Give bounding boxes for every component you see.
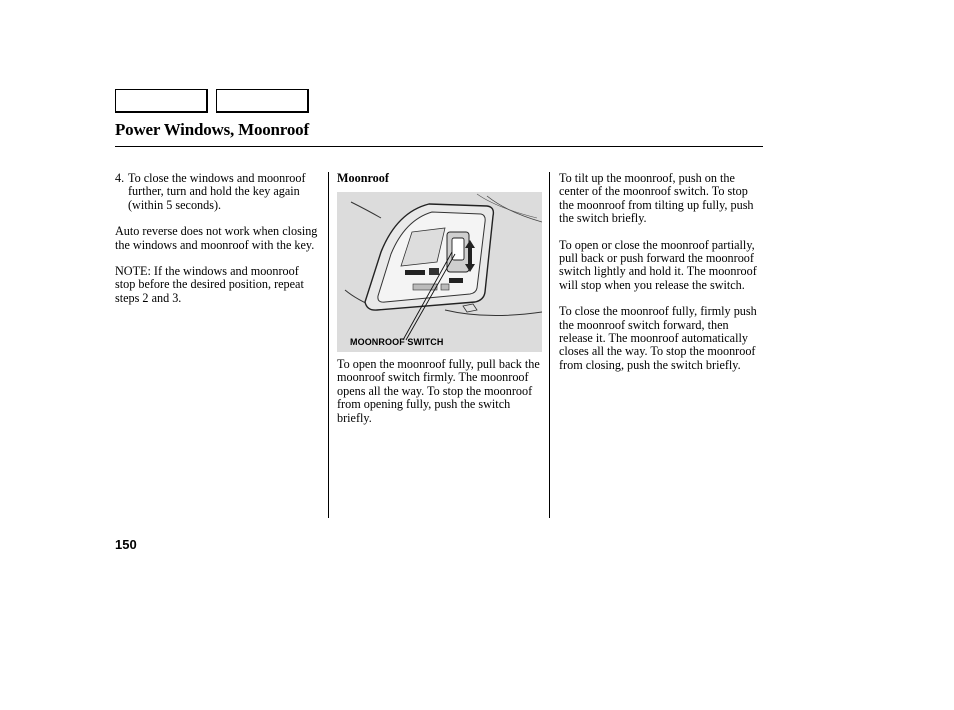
nav-tab-box-2[interactable]: [216, 89, 309, 113]
column-3: [559, 172, 764, 385]
page-number: 150: [115, 537, 137, 552]
tilt-paragraph: To tilt up the moonroof, push on the center of the moonroof switch. To stop the moonroof from tilting up fully, push the switch briefly.: [559, 171, 754, 226]
moonroof-switch-illustration: [337, 192, 542, 352]
column-2-body: [337, 358, 542, 425]
column-divider-2: [549, 172, 550, 518]
figure-caption: MOONROOF SWITCH: [350, 337, 444, 347]
title-rule: [115, 146, 763, 147]
step-number: 4.: [115, 171, 125, 185]
auto-reverse-paragraph: Auto reverse does not work when closing the windows and moonroof with the key.: [115, 224, 318, 252]
overhead-console-drawing: [337, 192, 542, 352]
close-fully-paragraph: To close the moonroof fully, firmly push the moonroof switch forward, then release it. The moonroof automatically closes all the way. To stop the moonroof from closing, push the switch briefly.: [559, 304, 757, 372]
step-text: To close the windows and moonroof further, turn and hold the key again (within 5 seconds).: [128, 171, 306, 212]
column-divider-1: [328, 172, 329, 518]
note-paragraph: NOTE: If the windows and moonroof stop before the desired position, repeat steps 2 and 3.: [115, 264, 304, 305]
section-heading-moonroof: Moonroof: [337, 171, 389, 185]
open-fully-paragraph: To open the moonroof fully, pull back the moonroof switch firmly. The moonroof opens all the way. To stop the moonroof from opening fully, push the switch briefly.: [337, 357, 540, 425]
step-4: [115, 172, 321, 212]
nav-tab-box-1[interactable]: [115, 89, 208, 113]
column-1: [115, 172, 321, 318]
column-2: [337, 172, 542, 193]
page-title: Power Windows, Moonroof: [115, 120, 309, 139]
partial-paragraph: To open or close the moonroof partially, pull back or push forward the moonroof switch lightly and hold it. The moonroof will stop when you release the switch.: [559, 237, 757, 292]
